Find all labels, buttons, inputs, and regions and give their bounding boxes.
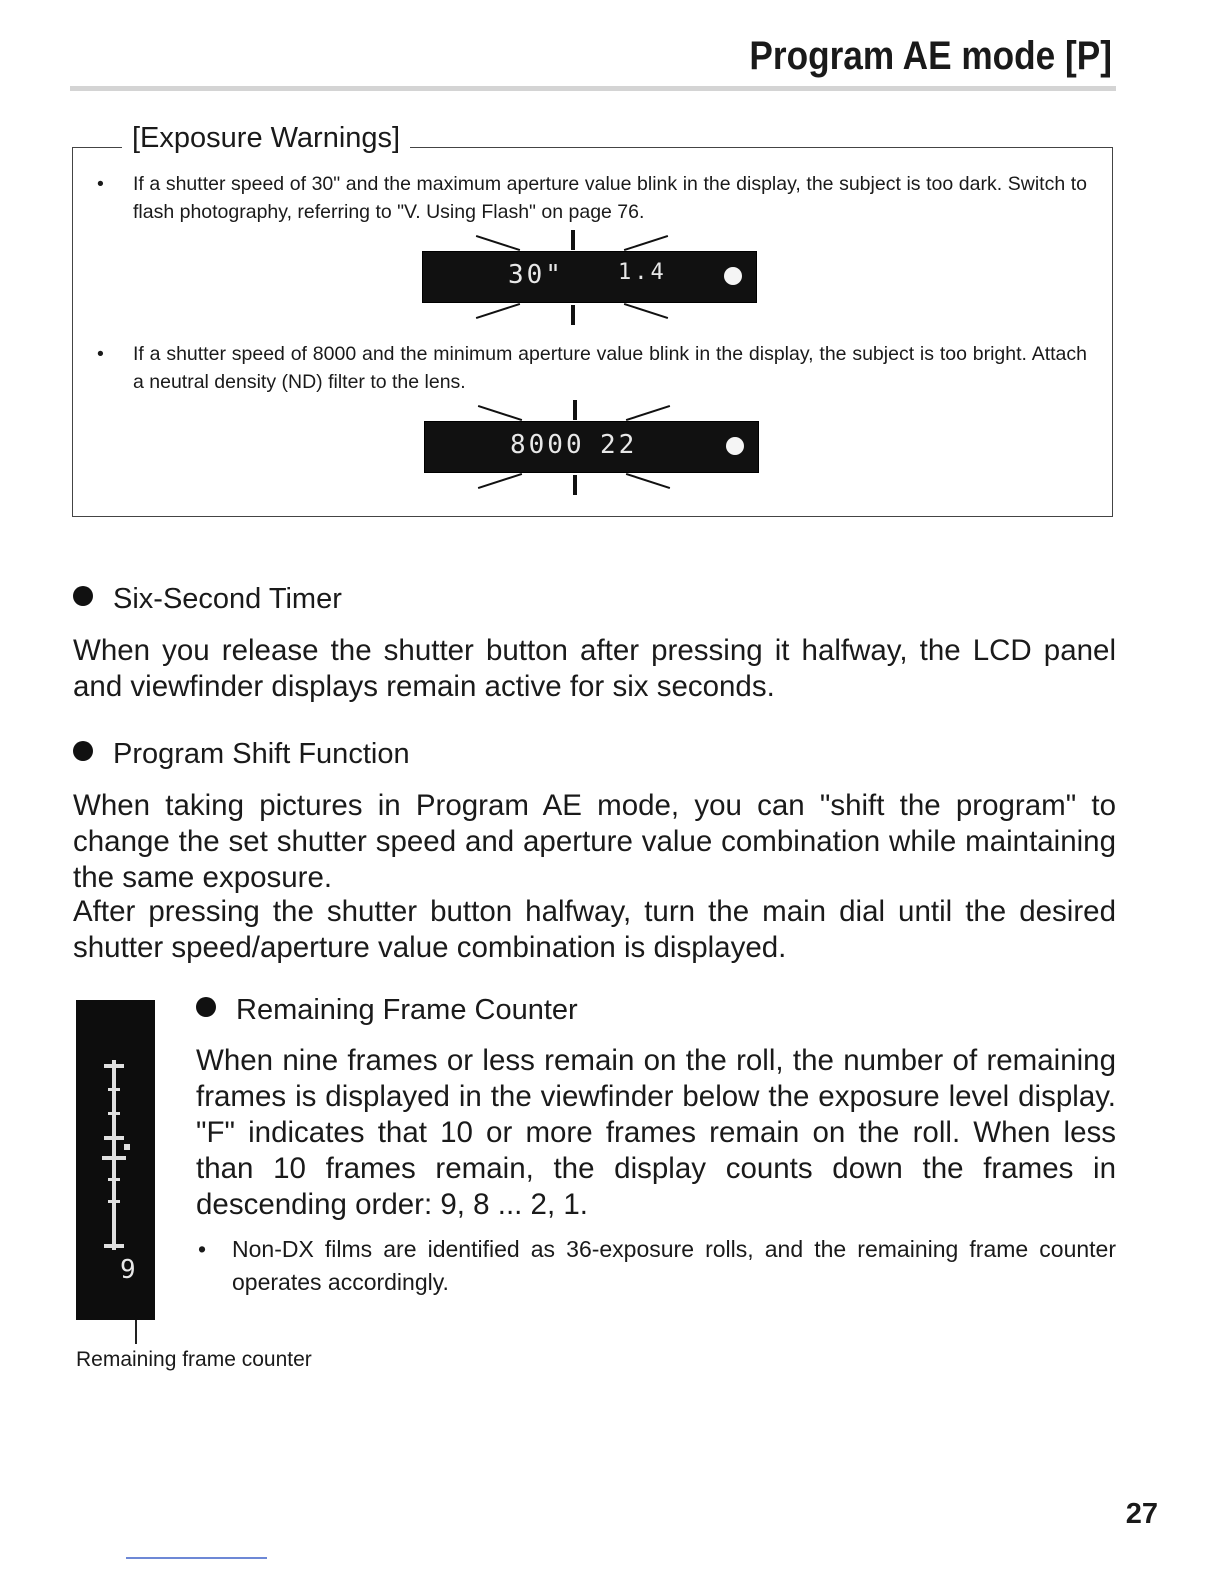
heading-text: Program Shift Function (113, 738, 410, 770)
lcd-display-dark (395, 230, 755, 330)
bullet-dot-icon (196, 997, 216, 1017)
section-heading-frame-counter (196, 994, 578, 1027)
frame-counter-note (198, 1233, 1116, 1303)
page-number: 27 (1125, 1498, 1158, 1530)
lcd-indicator-dot-icon (724, 267, 742, 285)
frame-counter-digit: 9 (120, 1255, 136, 1285)
lcd-aperture-value: 1.4 (618, 260, 667, 285)
exposure-warnings-title: [Exposure Warnings] (122, 122, 410, 155)
bullet: • (198, 1236, 207, 1262)
lcd-bar (425, 422, 758, 472)
program-shift-text-1: When taking pictures in Program AE mode, you can "shift the program" to change the set shutter speed and aperture value combination while maintaining the same exposure. (73, 789, 1116, 894)
bullet: • (97, 173, 104, 195)
warning-text-dark: If a shutter speed of 30" and the maximum aperture value blink in the display, the subject is too dark. Switch to flash photography, referring to "V. Using Flash" on page 76. (133, 173, 1087, 223)
lcd-bar (423, 252, 756, 302)
six-second-timer-text: When you release the shutter button after pressing it halfway, the LCD panel and viewfinder displays remain active for six seconds. (73, 634, 1116, 703)
lcd-aperture-value: 22 (600, 430, 638, 460)
exposure-scale-icon (100, 1060, 130, 1250)
page-title: Program AE mode [P] (749, 34, 1112, 78)
lcd-shutter-value: 30" (508, 260, 564, 290)
program-shift-text-2: After pressing the shutter button halfway, turn the main dial until the desired shutter speed/aperture value combination is displayed. (73, 895, 1116, 964)
header-rule (70, 86, 1116, 91)
lcd-indicator-dot-icon (726, 437, 744, 455)
warning-item-dark (97, 170, 1087, 230)
caption-leader-line (135, 1320, 137, 1344)
lcd-display-bright (397, 400, 757, 500)
bullet-dot-icon (73, 741, 93, 761)
frame-counter-display (76, 1000, 155, 1320)
bullet: • (97, 343, 104, 365)
heading-text: Remaining Frame Counter (236, 994, 578, 1026)
warning-item-bright (97, 340, 1087, 400)
lcd-shutter-value: 8000 (510, 430, 585, 460)
section-heading-six-second-timer (73, 583, 342, 616)
footer-line (126, 1557, 267, 1559)
frame-counter-note-text: Non-DX films are identified as 36-exposure rolls, and the remaining frame counter operates accordingly. (232, 1236, 1116, 1295)
frame-counter-text: When nine frames or less remain on the roll, the number of remaining frames is displayed in the viewfinder below the exposure level display. "F" indicates that 10 or more frames remain on the roll. When less than 10 frames remain, the display counts down the frames in descending order: 9, 8 ... 2, 1. (196, 1044, 1116, 1221)
frame-counter-caption: Remaining frame counter (76, 1348, 312, 1371)
heading-text: Six-Second Timer (113, 583, 342, 615)
bullet-dot-icon (73, 586, 93, 606)
section-heading-program-shift (73, 738, 410, 771)
warning-text-bright: If a shutter speed of 8000 and the minimum aperture value blink in the display, the subject is too bright. Attach a neutral density (ND) filter to the lens. (133, 343, 1087, 393)
